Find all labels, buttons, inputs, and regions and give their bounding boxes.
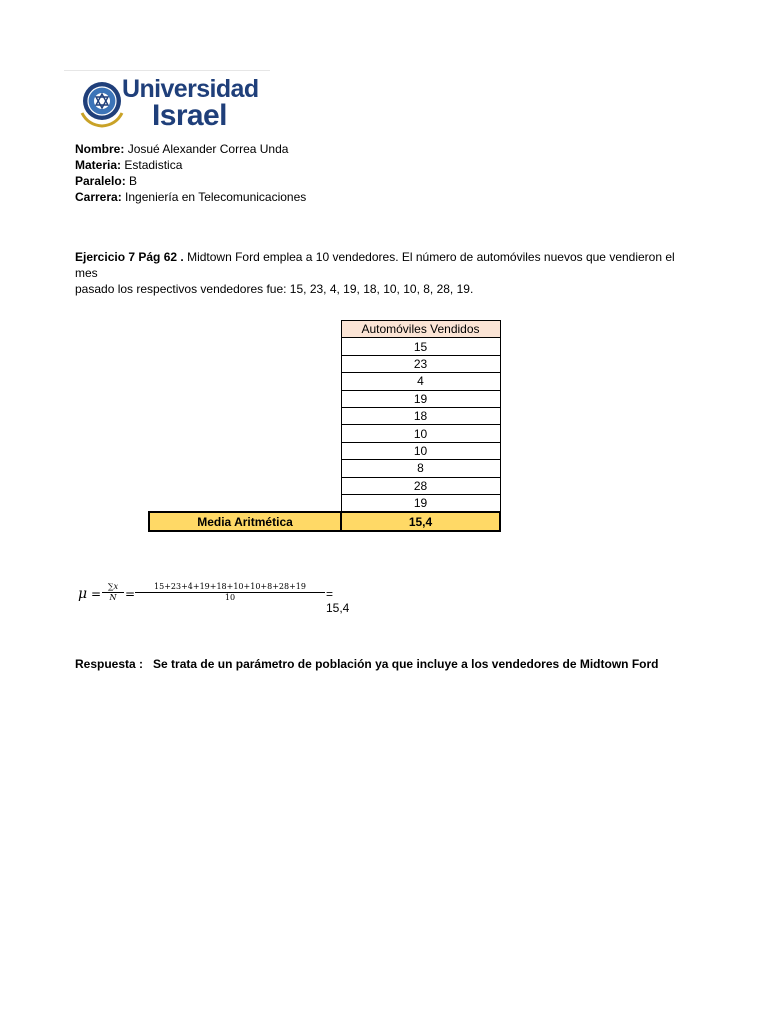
table-header-row [149,321,500,338]
table-row [149,407,500,424]
table-row [149,390,500,407]
table-header: Automóviles Vendidos [341,321,500,338]
university-seal-icon [78,79,126,129]
sum-numerator: ∑x [107,582,119,591]
info-label: Carrera: [75,190,122,204]
table-cell: 28 [341,477,500,494]
mean-formula [78,580,358,615]
mean-value: 15,4 [341,512,500,531]
student-info [75,141,306,205]
expression-denominator: 10 [135,592,325,603]
table-row [149,477,500,494]
info-row-materia [75,157,306,173]
info-label: Paralelo: [75,174,126,188]
info-value: Josué Alexander Correa Unda [127,142,289,156]
table-row [149,338,500,355]
sum-fraction [102,582,124,603]
expression-numerator: 15+23+4+19+18+10+10+8+28+19 [154,582,306,591]
info-value: Estadistica [124,158,183,172]
table-cell: 19 [341,390,500,407]
mean-label: Media Aritmética [149,512,341,531]
table-row [149,442,500,459]
table-cell: 8 [341,460,500,477]
exercise-line-1: Midtown Ford emplea a 10 vendedores. El número de automóviles nuevos que vendieron el mes [75,250,675,280]
info-value: Ingeniería en Telecomunicaciones [125,190,307,204]
university-logo [64,70,270,135]
mu-symbol: μ [78,586,88,602]
sales-table [148,320,501,532]
answer-text: Se trata de un parámetro de población ya que incluye a los vendedores de Midtown Ford [153,657,659,671]
exercise-statement [75,249,675,297]
answer [75,656,658,672]
info-label: Nombre: [75,142,125,156]
table-cell: 18 [341,407,500,424]
mean-row [149,512,500,531]
formula-result: = 15,4 [326,587,350,615]
info-row-nombre [75,141,306,157]
table-cell: 23 [341,355,500,372]
table-row [149,494,500,512]
table-cell: 10 [341,425,500,442]
table-row [149,373,500,390]
info-row-carrera [75,189,306,205]
table-cell: 4 [341,373,500,390]
sum-denominator: N [102,592,124,603]
table-row [149,460,500,477]
table-cell: 19 [341,494,500,512]
expression-fraction [135,582,325,603]
info-value: B [129,174,138,188]
answer-label: Respuesta : [75,657,144,671]
equals-sign: = [125,587,136,601]
info-label: Materia: [75,158,122,172]
logo-text-israel: Israel [152,99,227,132]
table-cell: 10 [341,442,500,459]
table-row [149,355,500,372]
equals-sign: = [91,587,102,601]
exercise-label: Ejercicio 7 Pág 62 . [75,250,184,264]
exercise-line-2: pasado los respectivos vendedores fue: 15, 23, 4, 19, 18, 10, 10, 8, 28, 19. [75,282,474,296]
info-row-paralelo [75,173,306,189]
logo-text-universidad: Universidad [122,75,259,103]
table-row [149,425,500,442]
table-cell: 15 [341,338,500,355]
